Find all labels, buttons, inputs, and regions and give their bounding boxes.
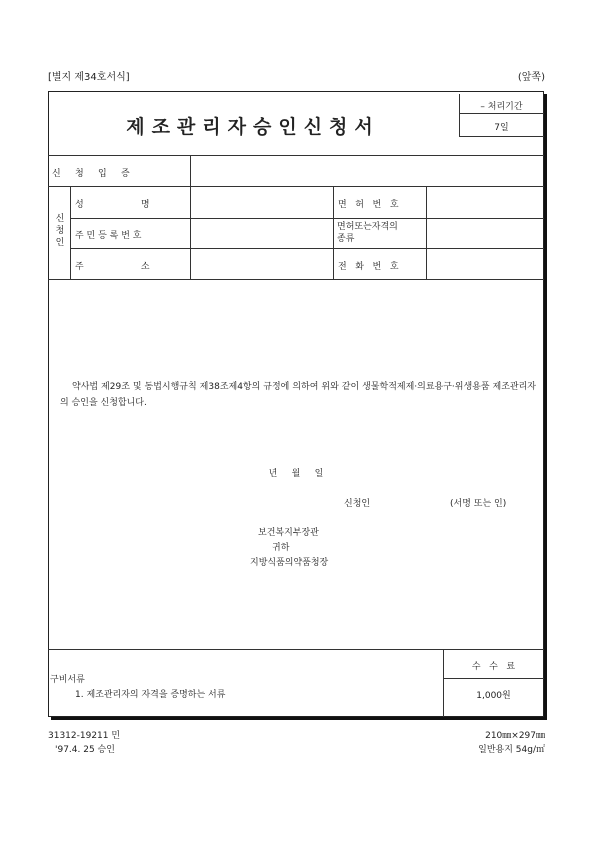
- license-type-field[interactable]: [429, 221, 541, 246]
- page-side: (앞쪽): [517, 72, 545, 83]
- processing-label: – 처리기간: [480, 102, 523, 112]
- processing-value: 7일: [494, 123, 509, 133]
- recipient-honorific: 귀하: [272, 543, 290, 553]
- required-doc-1: 1. 제조관리자의 자격을 증명하는 서류: [75, 690, 226, 700]
- applicant-cert-label: 신 청 입 증: [52, 169, 130, 179]
- recipient-minister: 보건복지부장관: [258, 528, 319, 538]
- approval-date: '97.4. 25 승인: [55, 745, 115, 755]
- statement-text: 약사법 제29조 및 동법시행규칙 제38조제4항의 규정에 의하여 위와 같이 생물학적제제·의료용구·위생용품 제조관리자의 승인을 신청합니다.: [60, 382, 536, 408]
- form-id: [별지 제34호서식]: [48, 72, 130, 83]
- recipient-agency: 지방식품의약품청장: [250, 558, 329, 568]
- fee-label: 수 수 료: [471, 662, 516, 672]
- name-field[interactable]: [193, 189, 331, 216]
- resident-no-label: 주 민 등 록 번 호: [75, 231, 142, 241]
- license-no-label: 면 허 번 호: [338, 200, 399, 210]
- form-code: 31312-19211 민: [48, 731, 121, 741]
- signature-label: (서명 또는 인): [450, 499, 507, 509]
- phone-field[interactable]: [429, 251, 541, 277]
- applicant-group-label: 신 청 인: [55, 214, 65, 248]
- fee-value: 1,000원: [476, 691, 511, 701]
- resident-no-field[interactable]: [193, 221, 331, 246]
- paper-type: 일반용지 54g/㎡: [478, 745, 545, 755]
- phone-label: 전 화 번 호: [338, 262, 399, 272]
- license-type-label: 면허또는자격의 종류: [337, 222, 398, 244]
- required-docs-title: 구비서류: [50, 675, 85, 685]
- date-line: 년 월 일: [268, 469, 324, 479]
- page-title: 제조관리자승인신청서: [126, 115, 380, 138]
- applicant-sign-label: 신청인: [344, 499, 371, 509]
- title-box: [48, 95, 458, 155]
- address-label: 주 소: [75, 262, 150, 272]
- paper-size: 210㎜×297㎜: [485, 731, 545, 741]
- name-label: 성 명: [75, 200, 150, 210]
- applicant-cert-field[interactable]: [194, 158, 540, 184]
- license-no-field[interactable]: [429, 189, 541, 216]
- address-field[interactable]: [193, 251, 331, 277]
